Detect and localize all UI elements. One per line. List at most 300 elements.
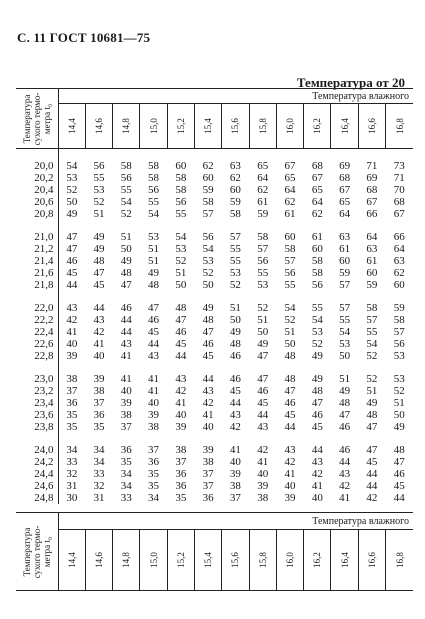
humidity-cell: 32 (93, 480, 105, 492)
dry-label-line: Температура (21, 527, 32, 576)
humidity-cell: 68 (366, 184, 378, 196)
humidity-cell: 71 (393, 172, 405, 184)
column-header-label: 15,4 (203, 118, 214, 134)
column-header-label: 16,0 (285, 118, 296, 134)
humidity-cell: 61 (366, 255, 378, 267)
humidity-cell: 48 (148, 279, 160, 291)
humidity-cell: 62 (229, 172, 241, 184)
column-header-label: 15,6 (230, 118, 241, 134)
humidity-cell: 52 (393, 385, 405, 397)
dry-label-line: Температура (21, 94, 32, 143)
humidity-cell: 55 (93, 172, 105, 184)
humidity-cell: 47 (366, 421, 378, 433)
table-row (16, 409, 413, 421)
group-spacer (16, 433, 413, 444)
humidity-cell: 44 (229, 397, 241, 409)
dry-bulb-label-text (22, 92, 52, 145)
humidity-cell: 39 (175, 421, 187, 433)
table-row (16, 373, 413, 385)
humidity-cell: 54 (311, 314, 323, 326)
humidity-cell: 55 (120, 184, 132, 196)
page-header: С. 11 ГОСТ 10681—75 (17, 30, 151, 45)
column-header-label: 16,6 (366, 552, 377, 568)
humidity-cell: 58 (120, 160, 132, 172)
humidity-cell: 36 (175, 468, 187, 480)
humidity-cell: 68 (339, 172, 351, 184)
table-row (16, 255, 413, 267)
humidity-cell: 46 (339, 444, 351, 456)
humidity-cell: 48 (284, 373, 296, 385)
humidity-cell: 68 (311, 160, 323, 172)
humidity-cell: 35 (93, 421, 105, 433)
humidity-cell: 58 (202, 196, 214, 208)
humidity-cell: 57 (339, 279, 351, 291)
column-header (113, 530, 140, 591)
data-table (16, 88, 413, 504)
humidity-cell: 41 (229, 444, 241, 456)
humidity-cell: 64 (393, 243, 405, 255)
humidity-cell: 67 (284, 160, 296, 172)
humidity-cell: 56 (311, 279, 323, 291)
dry-temp-cell: 24,4 (16, 468, 58, 480)
humidity-cell: 54 (339, 326, 351, 338)
humidity-cell: 46 (393, 468, 405, 480)
table-title: Температура от 20 (296, 75, 405, 90)
humidity-cell: 51 (229, 302, 241, 314)
humidity-cell: 44 (66, 279, 78, 291)
column-header (358, 530, 385, 591)
humidity-cell: 52 (202, 267, 214, 279)
column-header-label: 14,6 (93, 552, 104, 568)
humidity-cell: 55 (175, 208, 187, 220)
humidity-cell: 62 (311, 208, 323, 220)
humidity-cell: 48 (393, 444, 405, 456)
humidity-cell: 63 (366, 243, 378, 255)
humidity-cell: 31 (66, 480, 78, 492)
humidity-cell: 46 (311, 409, 323, 421)
humidity-cell: 56 (93, 160, 105, 172)
humidity-cell: 56 (148, 184, 160, 196)
humidity-cell: 34 (148, 492, 160, 504)
humidity-cell: 48 (175, 302, 187, 314)
humidity-cell: 51 (175, 267, 187, 279)
group-spacer (16, 291, 413, 302)
column-header (167, 530, 194, 591)
humidity-cell: 46 (257, 385, 269, 397)
dry-temp-cell: 23,0 (16, 373, 58, 385)
humidity-cell: 50 (66, 196, 78, 208)
column-header (331, 104, 358, 149)
humidity-cell: 53 (229, 267, 241, 279)
humidity-cell: 51 (148, 255, 160, 267)
humidity-cell: 69 (339, 160, 351, 172)
humidity-cell: 41 (175, 397, 187, 409)
humidity-cell: 52 (229, 279, 241, 291)
dry-temp-cell: 20,0 (16, 160, 58, 172)
column-header (167, 104, 194, 149)
humidity-cell: 46 (202, 338, 214, 350)
dry-temp-cell: 22,2 (16, 314, 58, 326)
humidity-cell: 45 (366, 456, 378, 468)
dry-temp-cell: 24,6 (16, 480, 58, 492)
humidity-cell: 53 (66, 172, 78, 184)
humidity-cell: 51 (120, 231, 132, 243)
humidity-cell: 59 (366, 279, 378, 291)
humidity-cell: 58 (175, 184, 187, 196)
humidity-cell: 60 (229, 184, 241, 196)
humidity-cell: 46 (120, 302, 132, 314)
humidity-cell: 57 (257, 243, 269, 255)
column-header (249, 530, 276, 591)
humidity-cell: 38 (175, 444, 187, 456)
column-header (58, 530, 85, 591)
humidity-cell: 47 (175, 314, 187, 326)
humidity-cell: 46 (229, 373, 241, 385)
column-header (386, 104, 413, 149)
table-row (16, 385, 413, 397)
humidity-cell: 56 (257, 255, 269, 267)
humidity-cell: 49 (202, 302, 214, 314)
humidity-cell: 46 (175, 326, 187, 338)
column-header (222, 104, 249, 149)
header-row-top (16, 513, 413, 530)
dry-temp-cell: 22,4 (16, 326, 58, 338)
dry-temp-cell: 24,8 (16, 492, 58, 504)
humidity-cell: 57 (202, 208, 214, 220)
dry-label-line: метра t₀ (41, 536, 52, 567)
humidity-cell: 67 (393, 208, 405, 220)
humidity-cell: 61 (311, 231, 323, 243)
humidity-cell: 42 (202, 397, 214, 409)
dry-temp-cell: 22,0 (16, 302, 58, 314)
table-row (16, 196, 413, 208)
humidity-cell: 59 (393, 302, 405, 314)
humidity-cell: 41 (66, 326, 78, 338)
humidity-cell: 40 (93, 350, 105, 362)
humidity-cell: 34 (120, 468, 132, 480)
table-row (16, 160, 413, 172)
humidity-cell: 35 (66, 421, 78, 433)
table-row (16, 208, 413, 220)
humidity-cell: 45 (66, 267, 78, 279)
humidity-cell: 48 (93, 255, 105, 267)
humidity-cell: 56 (202, 231, 214, 243)
humidity-cell: 46 (229, 350, 241, 362)
humidity-cell: 48 (339, 397, 351, 409)
humidity-cell: 40 (311, 492, 323, 504)
humidity-cell: 58 (284, 243, 296, 255)
humidity-cell: 58 (175, 172, 187, 184)
table-row (16, 492, 413, 504)
humidity-cell: 41 (339, 492, 351, 504)
humidity-cell: 65 (257, 160, 269, 172)
humidity-cell: 60 (366, 267, 378, 279)
humidity-cell: 60 (175, 160, 187, 172)
humidity-cell: 39 (66, 350, 78, 362)
humidity-cell: 39 (202, 444, 214, 456)
humidity-cell: 45 (284, 409, 296, 421)
humidity-cell: 42 (175, 385, 187, 397)
humidity-cell: 54 (148, 208, 160, 220)
humidity-cell: 49 (120, 255, 132, 267)
humidity-cell: 57 (366, 314, 378, 326)
dry-label-line: сухого термо- (31, 92, 42, 145)
humidity-cell: 64 (311, 196, 323, 208)
humidity-cell: 44 (148, 338, 160, 350)
humidity-cell: 69 (366, 172, 378, 184)
humidity-cell: 64 (339, 208, 351, 220)
dry-temp-cell: 21,2 (16, 243, 58, 255)
humidity-cell: 66 (393, 231, 405, 243)
dry-temp-cell: 20,8 (16, 208, 58, 220)
humidity-cell: 65 (284, 172, 296, 184)
dry-temp-cell: 23,2 (16, 385, 58, 397)
humidity-cell: 48 (120, 267, 132, 279)
dry-label-line: метра t₀ (41, 103, 52, 134)
humidity-cell: 63 (339, 231, 351, 243)
humidity-cell: 58 (148, 160, 160, 172)
dry-temp-cell: 23,8 (16, 421, 58, 433)
humidity-cell: 45 (148, 326, 160, 338)
column-header (194, 530, 221, 591)
column-header-label: 16,0 (285, 552, 296, 568)
humidity-cell: 44 (120, 326, 132, 338)
humidity-cell: 48 (202, 314, 214, 326)
humidity-cell: 34 (66, 444, 78, 456)
table-row (16, 468, 413, 480)
humidity-cell: 54 (66, 160, 78, 172)
humidity-cell: 49 (311, 350, 323, 362)
humidity-cell: 42 (229, 421, 241, 433)
column-header (140, 530, 167, 591)
column-header (304, 104, 331, 149)
humidity-cell: 53 (339, 338, 351, 350)
humidity-cell: 43 (93, 314, 105, 326)
humidity-cell: 43 (120, 338, 132, 350)
humidity-cell: 63 (393, 255, 405, 267)
humidity-cell: 47 (66, 231, 78, 243)
humidity-cell: 43 (284, 444, 296, 456)
humidity-cell: 39 (93, 373, 105, 385)
humidity-cell: 58 (311, 267, 323, 279)
humidity-cell: 53 (393, 373, 405, 385)
humidity-cell: 50 (229, 314, 241, 326)
humidity-cell: 56 (284, 267, 296, 279)
humidity-cell: 44 (202, 373, 214, 385)
humidity-cell: 58 (366, 302, 378, 314)
table-row (16, 267, 413, 279)
humidity-cell: 49 (366, 397, 378, 409)
table-row (16, 231, 413, 243)
humidity-cell: 49 (93, 231, 105, 243)
column-header-label: 14,6 (93, 118, 104, 134)
humidity-cell: 54 (366, 338, 378, 350)
humidity-cell: 50 (339, 350, 351, 362)
humidity-cell: 39 (257, 480, 269, 492)
wet-bulb-label: Температура влажного (58, 513, 413, 530)
column-header-label: 15,8 (257, 118, 268, 134)
humidity-cell: 44 (339, 456, 351, 468)
humidity-cell: 60 (311, 243, 323, 255)
humidity-cell: 59 (339, 267, 351, 279)
humidity-cell: 41 (202, 409, 214, 421)
group-spacer (16, 220, 413, 231)
humidity-cell: 49 (339, 385, 351, 397)
humidity-cell: 39 (148, 409, 160, 421)
humidity-cell: 58 (311, 255, 323, 267)
humidity-cell: 36 (202, 492, 214, 504)
humidity-cell: 62 (257, 184, 269, 196)
humidity-cell: 53 (311, 326, 323, 338)
humidity-cell: 44 (366, 468, 378, 480)
humidity-cell: 44 (257, 409, 269, 421)
humidity-cell: 44 (93, 302, 105, 314)
humidity-cell: 42 (366, 492, 378, 504)
humidity-cell: 61 (257, 196, 269, 208)
humidity-cell: 56 (120, 172, 132, 184)
humidity-cell: 54 (284, 302, 296, 314)
humidity-cell: 53 (257, 279, 269, 291)
column-header-label: 15,8 (257, 552, 268, 568)
header-row-columns (16, 104, 413, 149)
humidity-cell: 62 (284, 196, 296, 208)
humidity-cell: 43 (339, 468, 351, 480)
dry-temp-cell: 23,4 (16, 397, 58, 409)
table-row (16, 172, 413, 184)
humidity-cell: 60 (393, 279, 405, 291)
humidity-cell: 38 (93, 385, 105, 397)
humidity-cell: 46 (148, 314, 160, 326)
humidity-cell: 44 (175, 350, 187, 362)
humidity-cell: 33 (120, 492, 132, 504)
humidity-cell: 45 (393, 480, 405, 492)
column-header-label: 16,8 (394, 552, 405, 568)
humidity-cell: 56 (175, 196, 187, 208)
humidity-cell: 36 (148, 456, 160, 468)
humidity-cell: 67 (366, 196, 378, 208)
column-header-label: 16,2 (312, 552, 323, 568)
humidity-cell: 34 (120, 480, 132, 492)
humidity-cell: 34 (93, 456, 105, 468)
humidity-cell: 37 (66, 385, 78, 397)
humidity-cell: 51 (148, 243, 160, 255)
humidity-cell: 68 (393, 196, 405, 208)
humidity-cell: 49 (148, 267, 160, 279)
dry-temp-cell: 20,2 (16, 172, 58, 184)
humidity-cell: 59 (257, 208, 269, 220)
humidity-cell: 49 (311, 373, 323, 385)
column-header-label: 15,0 (148, 118, 159, 134)
humidity-cell: 38 (148, 421, 160, 433)
humidity-cell: 57 (229, 231, 241, 243)
column-header (85, 530, 112, 591)
humidity-cell: 42 (284, 456, 296, 468)
humidity-cell: 35 (148, 468, 160, 480)
humidity-cell: 50 (175, 279, 187, 291)
humidity-cell: 47 (366, 444, 378, 456)
humidity-cell: 59 (229, 196, 241, 208)
column-header (276, 104, 303, 149)
humidity-cell: 35 (148, 480, 160, 492)
repeated-table-header (16, 512, 413, 591)
column-header-label: 16,2 (312, 118, 323, 134)
humidity-cell: 38 (257, 492, 269, 504)
column-header (222, 530, 249, 591)
humidity-cell: 52 (175, 255, 187, 267)
column-header-label: 15,2 (175, 552, 186, 568)
humidity-cell: 57 (284, 255, 296, 267)
humidity-cell: 43 (66, 302, 78, 314)
column-header-label: 15,4 (203, 552, 214, 568)
humidity-cell: 40 (66, 338, 78, 350)
humidity-cell: 67 (339, 184, 351, 196)
humidity-cell: 39 (120, 397, 132, 409)
dry-label-line: сухого термо- (31, 525, 42, 578)
humidity-cell: 39 (229, 468, 241, 480)
humidity-cell: 52 (366, 350, 378, 362)
humidity-cell: 42 (339, 480, 351, 492)
humidity-cell: 40 (120, 385, 132, 397)
humidity-cell: 43 (148, 350, 160, 362)
humidity-cell: 52 (366, 373, 378, 385)
dry-temp-cell: 20,6 (16, 196, 58, 208)
table-row (16, 184, 413, 196)
column-header (276, 530, 303, 591)
humidity-cell: 45 (202, 350, 214, 362)
table-row (16, 338, 413, 350)
humidity-cell: 52 (284, 314, 296, 326)
column-header (113, 104, 140, 149)
humidity-cell: 54 (202, 243, 214, 255)
humidity-cell: 62 (393, 267, 405, 279)
humidity-cell: 37 (120, 421, 132, 433)
humidity-cell: 62 (202, 160, 214, 172)
column-header (194, 104, 221, 149)
humidity-cell: 48 (366, 409, 378, 421)
humidity-cell: 56 (393, 338, 405, 350)
humidity-cell: 73 (393, 160, 405, 172)
humidity-cell: 47 (202, 326, 214, 338)
humidity-cell: 51 (393, 397, 405, 409)
humidity-cell: 52 (311, 338, 323, 350)
table-row (16, 279, 413, 291)
humidity-cell: 45 (93, 279, 105, 291)
humidity-cell: 66 (366, 208, 378, 220)
humidity-cell: 37 (202, 480, 214, 492)
header-row-columns (16, 530, 413, 591)
humidity-cell: 43 (311, 456, 323, 468)
humidity-cell: 41 (257, 456, 269, 468)
humidity-cell: 42 (311, 468, 323, 480)
humidity-cell: 35 (66, 409, 78, 421)
humidity-cell: 57 (393, 326, 405, 338)
humidity-cell: 41 (148, 385, 160, 397)
dry-bulb-label (16, 513, 58, 591)
humidity-cell: 37 (148, 444, 160, 456)
humidity-cell: 43 (175, 373, 187, 385)
humidity-cell: 47 (311, 397, 323, 409)
humidity-cell: 44 (284, 421, 296, 433)
humidity-cell: 33 (66, 456, 78, 468)
dry-temp-cell: 21,6 (16, 267, 58, 279)
table-row (16, 456, 413, 468)
humidity-cell: 55 (311, 302, 323, 314)
dry-temp-cell: 23,6 (16, 409, 58, 421)
dry-temp-cell: 21,4 (16, 255, 58, 267)
column-header-label: 15,6 (230, 552, 241, 568)
humidity-cell: 35 (120, 456, 132, 468)
humidity-cell: 43 (257, 421, 269, 433)
